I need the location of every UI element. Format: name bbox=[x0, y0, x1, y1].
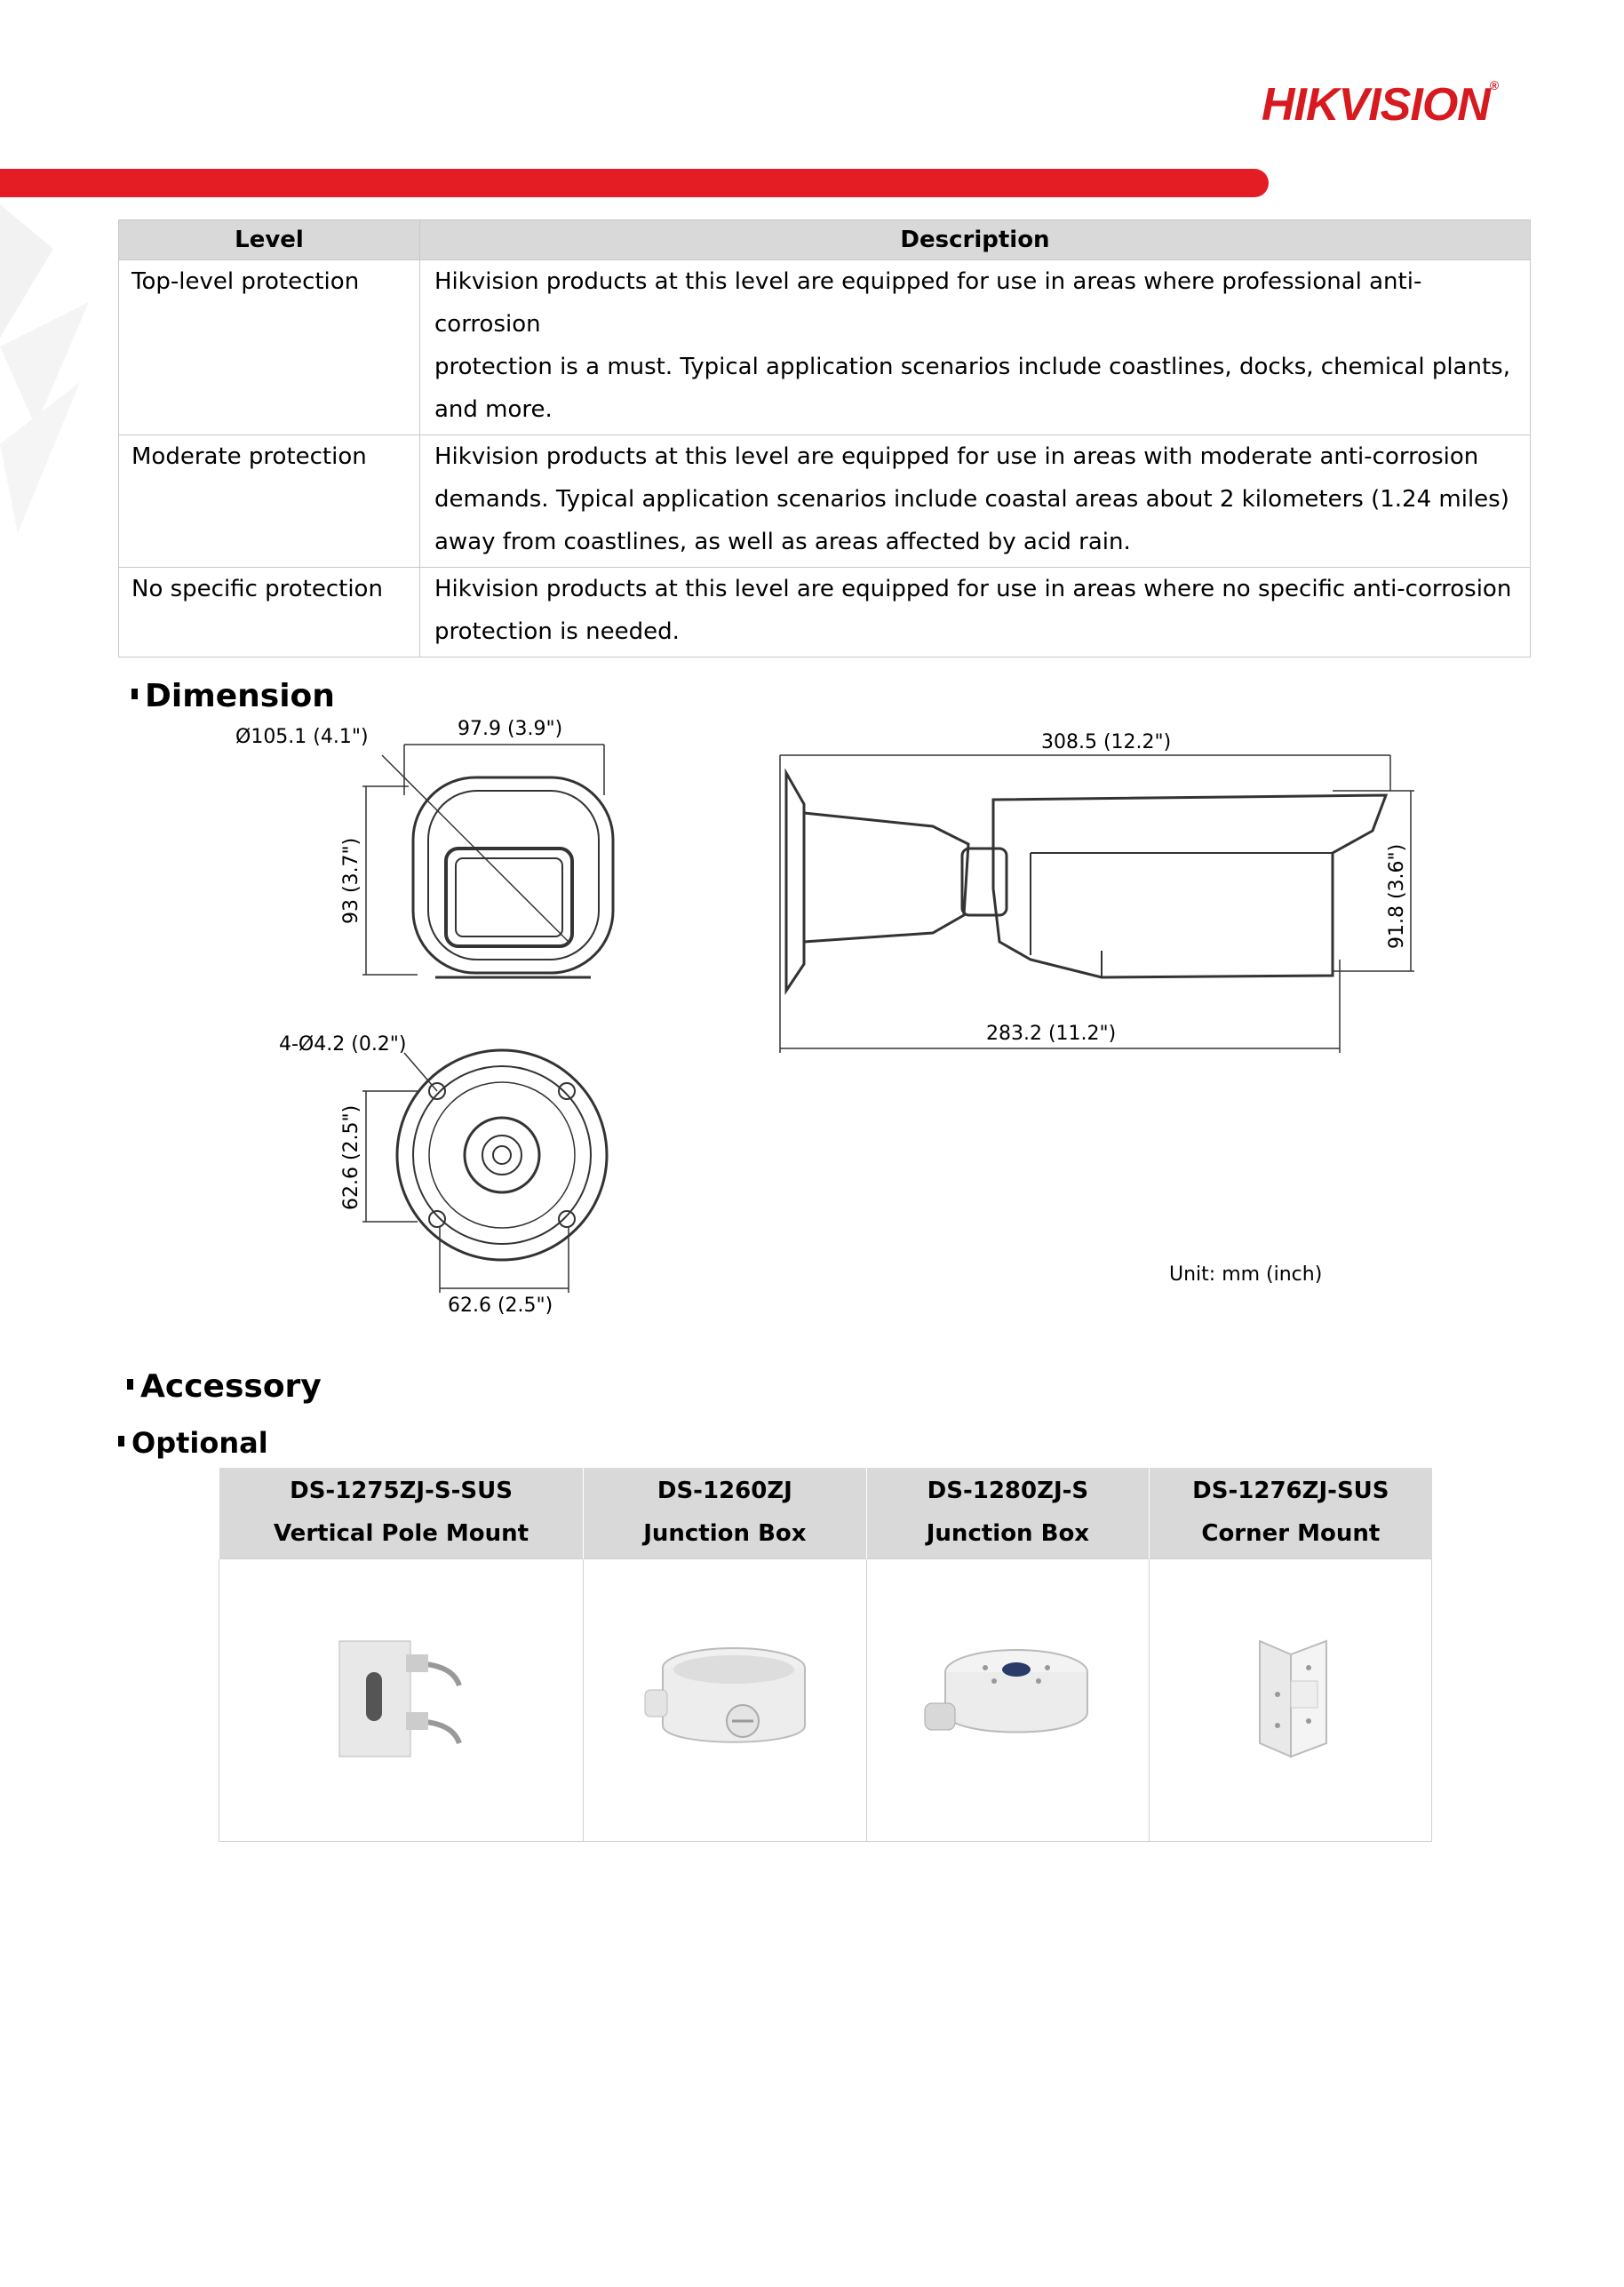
side-length-bottom-label: 283.2 (11.2") bbox=[986, 1023, 1117, 1045]
accessory-header-row bbox=[219, 1468, 1432, 1559]
front-view-drawing bbox=[362, 745, 613, 977]
level-cell: Top-level protection bbox=[119, 260, 420, 435]
description-cell: Hikvision products at this level are equipped for use in areas where professional anti-corrosion protection is a must. Typical application scenarios include coastlines, docks, chemical plants, and more. bbox=[420, 260, 1531, 435]
accessory-header-cell: DS-1280ZJ-S Junction Box bbox=[866, 1468, 1150, 1559]
base-view-drawing bbox=[362, 1050, 607, 1293]
accessory-heading: Accessory bbox=[127, 1368, 322, 1405]
base-holes-label: 4-Ø4.2 (0.2") bbox=[279, 1033, 407, 1056]
bullet-icon bbox=[118, 1436, 124, 1446]
bullet-icon bbox=[127, 1379, 133, 1390]
vertical-pole-mount-icon bbox=[335, 1637, 468, 1761]
accessory-image-cell bbox=[866, 1559, 1150, 1842]
front-diameter-label: Ø105.1 (4.1") bbox=[235, 726, 369, 748]
description-cell: Hikvision products at this level are equipped for use in areas where no specific anti-corrosion protection is needed. bbox=[420, 568, 1531, 657]
front-height-label: 93 (3.7") bbox=[340, 837, 362, 924]
accessory-image-cell bbox=[219, 1559, 584, 1842]
optional-subheading: Optional bbox=[118, 1426, 268, 1460]
base-vertical-label: 62.6 (2.5") bbox=[340, 1104, 362, 1210]
side-view-drawing bbox=[780, 755, 1414, 1053]
description-cell: Hikvision products at this level are equipped for use in areas with moderate anti-corrosion demands. Typical application scenarios include coastal areas about 2 kilometers (1.24 miles) away from coastlines, as well as areas affected by acid rain. bbox=[420, 435, 1531, 568]
accessory-image-cell bbox=[584, 1559, 867, 1842]
side-height-label: 91.8 (3.6") bbox=[1386, 843, 1408, 949]
header-level: Level bbox=[119, 220, 420, 260]
accessory-table bbox=[219, 1468, 1432, 1842]
accessory-header-cell: DS-1260ZJ Junction Box bbox=[584, 1468, 867, 1559]
accessory-header-cell: DS-1275ZJ-S-SUS Vertical Pole Mount bbox=[219, 1468, 584, 1559]
corner-mount-icon bbox=[1242, 1632, 1340, 1765]
front-width-label: 97.9 (3.9") bbox=[458, 718, 563, 740]
accessory-image-row bbox=[219, 1559, 1432, 1842]
accessory-image-cell bbox=[1150, 1559, 1432, 1842]
base-horizontal-label: 62.6 (2.5") bbox=[448, 1295, 553, 1317]
side-length-top-label: 308.5 (12.2") bbox=[1041, 731, 1172, 753]
level-cell: No specific protection bbox=[119, 568, 420, 657]
dimension-heading: Dimension bbox=[131, 678, 335, 714]
hikvision-logo: HIKVISION® bbox=[1262, 78, 1499, 131]
unit-label: Unit: mm (inch) bbox=[1169, 1263, 1323, 1286]
accessory-header-cell: DS-1276ZJ-SUS Corner Mount bbox=[1150, 1468, 1432, 1559]
junction-box-icon bbox=[641, 1641, 809, 1757]
level-cell: Moderate protection bbox=[119, 435, 420, 568]
junction-box-s-icon bbox=[923, 1641, 1092, 1757]
header-description: Description bbox=[420, 220, 1531, 260]
